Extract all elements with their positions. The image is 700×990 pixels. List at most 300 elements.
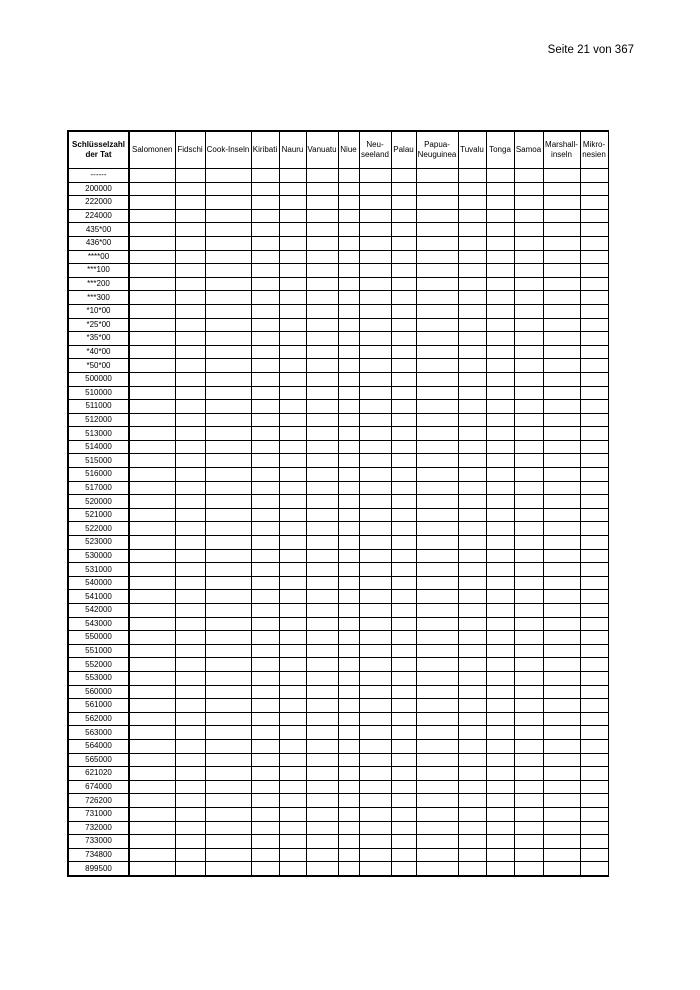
empty-cell bbox=[306, 495, 338, 509]
empty-cell bbox=[359, 359, 391, 373]
empty-cell bbox=[359, 495, 391, 509]
empty-cell bbox=[251, 671, 279, 685]
empty-cell bbox=[359, 590, 391, 604]
empty-cell bbox=[251, 495, 279, 509]
empty-cell bbox=[416, 250, 458, 264]
empty-cell bbox=[486, 794, 514, 808]
empty-cell bbox=[338, 304, 359, 318]
empty-cell bbox=[458, 658, 486, 672]
empty-cell bbox=[391, 468, 416, 482]
empty-cell bbox=[458, 359, 486, 373]
empty-cell bbox=[129, 345, 175, 359]
empty-cell bbox=[338, 169, 359, 183]
empty-cell bbox=[486, 712, 514, 726]
empty-cell bbox=[359, 563, 391, 577]
empty-cell bbox=[338, 522, 359, 536]
empty-cell bbox=[338, 481, 359, 495]
empty-cell bbox=[129, 372, 175, 386]
empty-cell bbox=[391, 726, 416, 740]
empty-cell bbox=[458, 576, 486, 590]
offense-key-cell: 542000 bbox=[68, 604, 129, 618]
offense-key-cell: 563000 bbox=[68, 726, 129, 740]
empty-cell bbox=[205, 196, 251, 210]
empty-cell bbox=[175, 400, 205, 414]
empty-cell bbox=[543, 236, 580, 250]
empty-cell bbox=[514, 617, 543, 631]
empty-cell bbox=[486, 767, 514, 781]
empty-cell bbox=[279, 250, 306, 264]
empty-cell bbox=[359, 658, 391, 672]
empty-cell bbox=[391, 264, 416, 278]
empty-cell bbox=[391, 767, 416, 781]
empty-cell bbox=[580, 236, 608, 250]
empty-cell bbox=[391, 739, 416, 753]
empty-cell bbox=[251, 413, 279, 427]
empty-cell bbox=[514, 440, 543, 454]
empty-cell bbox=[514, 753, 543, 767]
empty-cell bbox=[543, 169, 580, 183]
empty-cell bbox=[514, 739, 543, 753]
empty-cell bbox=[416, 685, 458, 699]
empty-cell bbox=[306, 196, 338, 210]
offense-key-cell: *40*00 bbox=[68, 345, 129, 359]
empty-cell bbox=[458, 604, 486, 618]
empty-cell bbox=[543, 753, 580, 767]
empty-cell bbox=[391, 563, 416, 577]
empty-cell bbox=[338, 440, 359, 454]
empty-cell bbox=[251, 359, 279, 373]
offense-key-cell: 564000 bbox=[68, 739, 129, 753]
offense-key-cell: 565000 bbox=[68, 753, 129, 767]
empty-cell bbox=[279, 862, 306, 876]
empty-cell bbox=[391, 631, 416, 645]
empty-cell bbox=[338, 848, 359, 862]
empty-cell bbox=[514, 807, 543, 821]
empty-cell bbox=[175, 522, 205, 536]
empty-cell bbox=[486, 386, 514, 400]
empty-cell bbox=[338, 739, 359, 753]
empty-cell bbox=[279, 726, 306, 740]
empty-cell bbox=[205, 807, 251, 821]
empty-cell bbox=[205, 345, 251, 359]
offense-key-cell: 512000 bbox=[68, 413, 129, 427]
offense-key-cell: 561000 bbox=[68, 699, 129, 713]
empty-cell bbox=[514, 250, 543, 264]
empty-cell bbox=[391, 821, 416, 835]
empty-cell bbox=[580, 794, 608, 808]
empty-cell bbox=[543, 345, 580, 359]
empty-cell bbox=[251, 631, 279, 645]
empty-cell bbox=[279, 699, 306, 713]
empty-cell bbox=[514, 495, 543, 509]
empty-cell bbox=[251, 549, 279, 563]
empty-cell bbox=[580, 250, 608, 264]
empty-cell bbox=[486, 454, 514, 468]
empty-cell bbox=[391, 169, 416, 183]
column-header: Mikro- nesien bbox=[580, 131, 608, 169]
empty-cell bbox=[338, 821, 359, 835]
empty-cell bbox=[205, 508, 251, 522]
offense-key-cell: 733000 bbox=[68, 835, 129, 849]
empty-cell bbox=[338, 712, 359, 726]
empty-cell bbox=[486, 536, 514, 550]
empty-cell bbox=[306, 604, 338, 618]
empty-cell bbox=[251, 182, 279, 196]
empty-cell bbox=[391, 495, 416, 509]
empty-cell bbox=[543, 658, 580, 672]
empty-cell bbox=[359, 835, 391, 849]
empty-cell bbox=[543, 862, 580, 876]
empty-cell bbox=[359, 277, 391, 291]
empty-cell bbox=[251, 318, 279, 332]
empty-cell bbox=[359, 739, 391, 753]
empty-cell bbox=[486, 209, 514, 223]
empty-cell bbox=[338, 359, 359, 373]
empty-cell bbox=[279, 359, 306, 373]
empty-cell bbox=[543, 454, 580, 468]
empty-cell bbox=[486, 807, 514, 821]
table-row bbox=[68, 372, 608, 386]
empty-cell bbox=[279, 821, 306, 835]
table-row bbox=[68, 169, 608, 183]
empty-cell bbox=[175, 712, 205, 726]
table-row bbox=[68, 712, 608, 726]
empty-cell bbox=[458, 712, 486, 726]
empty-cell bbox=[416, 468, 458, 482]
empty-cell bbox=[514, 209, 543, 223]
empty-cell bbox=[205, 699, 251, 713]
empty-cell bbox=[486, 427, 514, 441]
empty-cell bbox=[359, 780, 391, 794]
empty-cell bbox=[306, 454, 338, 468]
table-row bbox=[68, 576, 608, 590]
empty-cell bbox=[175, 726, 205, 740]
empty-cell bbox=[543, 359, 580, 373]
table-row bbox=[68, 318, 608, 332]
empty-cell bbox=[175, 563, 205, 577]
offense-key-cell: ***300 bbox=[68, 291, 129, 305]
empty-cell bbox=[306, 576, 338, 590]
empty-cell bbox=[514, 536, 543, 550]
empty-cell bbox=[391, 780, 416, 794]
empty-cell bbox=[359, 481, 391, 495]
table-row bbox=[68, 250, 608, 264]
empty-cell bbox=[416, 372, 458, 386]
offense-key-cell: 200000 bbox=[68, 182, 129, 196]
empty-cell bbox=[205, 236, 251, 250]
table-row bbox=[68, 332, 608, 346]
empty-cell bbox=[486, 685, 514, 699]
empty-cell bbox=[338, 318, 359, 332]
empty-cell bbox=[129, 807, 175, 821]
empty-cell bbox=[514, 590, 543, 604]
table-row bbox=[68, 182, 608, 196]
empty-cell bbox=[251, 780, 279, 794]
empty-cell bbox=[486, 862, 514, 876]
empty-cell bbox=[486, 699, 514, 713]
empty-cell bbox=[391, 644, 416, 658]
column-header: Tuvalu bbox=[458, 131, 486, 169]
column-header: Vanuatu bbox=[306, 131, 338, 169]
empty-cell bbox=[486, 359, 514, 373]
empty-cell bbox=[359, 196, 391, 210]
empty-cell bbox=[129, 644, 175, 658]
empty-cell bbox=[580, 604, 608, 618]
empty-cell bbox=[338, 182, 359, 196]
empty-cell bbox=[486, 671, 514, 685]
empty-cell bbox=[514, 794, 543, 808]
empty-cell bbox=[205, 739, 251, 753]
empty-cell bbox=[338, 807, 359, 821]
empty-cell bbox=[580, 359, 608, 373]
empty-cell bbox=[514, 604, 543, 618]
empty-cell bbox=[416, 726, 458, 740]
empty-cell bbox=[416, 780, 458, 794]
empty-cell bbox=[391, 318, 416, 332]
empty-cell bbox=[580, 739, 608, 753]
empty-cell bbox=[338, 590, 359, 604]
table-row bbox=[68, 780, 608, 794]
empty-cell bbox=[514, 671, 543, 685]
empty-cell bbox=[543, 848, 580, 862]
empty-cell bbox=[306, 236, 338, 250]
empty-cell bbox=[129, 739, 175, 753]
empty-cell bbox=[543, 699, 580, 713]
empty-cell bbox=[279, 563, 306, 577]
empty-cell bbox=[205, 454, 251, 468]
empty-cell bbox=[543, 440, 580, 454]
empty-cell bbox=[580, 536, 608, 550]
empty-cell bbox=[543, 318, 580, 332]
empty-cell bbox=[458, 644, 486, 658]
empty-cell bbox=[543, 631, 580, 645]
empty-cell bbox=[279, 685, 306, 699]
empty-cell bbox=[205, 658, 251, 672]
empty-cell bbox=[279, 739, 306, 753]
empty-cell bbox=[129, 236, 175, 250]
empty-cell bbox=[359, 427, 391, 441]
empty-cell bbox=[543, 767, 580, 781]
table-row bbox=[68, 508, 608, 522]
empty-cell bbox=[251, 209, 279, 223]
empty-cell bbox=[251, 753, 279, 767]
offense-key-cell: ****00 bbox=[68, 250, 129, 264]
empty-cell bbox=[580, 468, 608, 482]
empty-cell bbox=[175, 196, 205, 210]
empty-cell bbox=[486, 617, 514, 631]
offense-key-cell: 731000 bbox=[68, 807, 129, 821]
empty-cell bbox=[514, 508, 543, 522]
empty-cell bbox=[486, 549, 514, 563]
empty-cell bbox=[580, 576, 608, 590]
empty-cell bbox=[251, 264, 279, 278]
empty-cell bbox=[416, 671, 458, 685]
empty-cell bbox=[580, 427, 608, 441]
empty-cell bbox=[416, 576, 458, 590]
empty-cell bbox=[338, 862, 359, 876]
empty-cell bbox=[486, 264, 514, 278]
empty-cell bbox=[175, 264, 205, 278]
empty-cell bbox=[306, 862, 338, 876]
empty-cell bbox=[391, 590, 416, 604]
empty-cell bbox=[359, 699, 391, 713]
table-row bbox=[68, 522, 608, 536]
empty-cell bbox=[129, 318, 175, 332]
empty-cell bbox=[205, 767, 251, 781]
empty-cell bbox=[486, 182, 514, 196]
empty-cell bbox=[580, 508, 608, 522]
empty-cell bbox=[458, 563, 486, 577]
empty-cell bbox=[251, 658, 279, 672]
table-row bbox=[68, 604, 608, 618]
empty-cell bbox=[458, 468, 486, 482]
empty-cell bbox=[486, 250, 514, 264]
empty-cell bbox=[338, 427, 359, 441]
empty-cell bbox=[458, 386, 486, 400]
empty-cell bbox=[175, 413, 205, 427]
empty-cell bbox=[391, 359, 416, 373]
column-header: Marshall- inseln bbox=[543, 131, 580, 169]
empty-cell bbox=[129, 291, 175, 305]
empty-cell bbox=[391, 277, 416, 291]
empty-cell bbox=[458, 454, 486, 468]
empty-cell bbox=[306, 345, 338, 359]
empty-cell bbox=[205, 468, 251, 482]
empty-cell bbox=[338, 726, 359, 740]
empty-cell bbox=[279, 807, 306, 821]
empty-cell bbox=[391, 291, 416, 305]
offense-key-cell: 435*00 bbox=[68, 223, 129, 237]
empty-cell bbox=[205, 549, 251, 563]
empty-cell bbox=[306, 712, 338, 726]
empty-cell bbox=[279, 454, 306, 468]
empty-cell bbox=[279, 386, 306, 400]
empty-cell bbox=[416, 794, 458, 808]
empty-cell bbox=[306, 413, 338, 427]
empty-cell bbox=[306, 631, 338, 645]
empty-cell bbox=[175, 671, 205, 685]
empty-cell bbox=[175, 182, 205, 196]
table-row bbox=[68, 862, 608, 876]
empty-cell bbox=[391, 685, 416, 699]
empty-cell bbox=[251, 332, 279, 346]
empty-cell bbox=[416, 400, 458, 414]
empty-cell bbox=[458, 495, 486, 509]
empty-cell bbox=[175, 304, 205, 318]
empty-cell bbox=[251, 345, 279, 359]
empty-cell bbox=[580, 780, 608, 794]
empty-cell bbox=[514, 699, 543, 713]
empty-cell bbox=[175, 549, 205, 563]
empty-cell bbox=[306, 536, 338, 550]
empty-cell bbox=[391, 549, 416, 563]
empty-cell bbox=[391, 250, 416, 264]
empty-cell bbox=[338, 604, 359, 618]
empty-cell bbox=[205, 427, 251, 441]
offense-key-cell: 550000 bbox=[68, 631, 129, 645]
empty-cell bbox=[359, 794, 391, 808]
empty-cell bbox=[514, 413, 543, 427]
table-row bbox=[68, 631, 608, 645]
empty-cell bbox=[580, 413, 608, 427]
empty-cell bbox=[543, 182, 580, 196]
empty-cell bbox=[279, 644, 306, 658]
empty-cell bbox=[251, 400, 279, 414]
empty-cell bbox=[486, 304, 514, 318]
empty-cell bbox=[306, 264, 338, 278]
empty-cell bbox=[279, 481, 306, 495]
offense-key-cell: *25*00 bbox=[68, 318, 129, 332]
empty-cell bbox=[486, 481, 514, 495]
empty-cell bbox=[416, 427, 458, 441]
empty-cell bbox=[306, 699, 338, 713]
empty-cell bbox=[251, 427, 279, 441]
empty-cell bbox=[458, 780, 486, 794]
offense-key-cell: ***100 bbox=[68, 264, 129, 278]
empty-cell bbox=[175, 631, 205, 645]
empty-cell bbox=[359, 345, 391, 359]
offense-key-cell: 531000 bbox=[68, 563, 129, 577]
empty-cell bbox=[458, 223, 486, 237]
table-row bbox=[68, 671, 608, 685]
empty-cell bbox=[359, 454, 391, 468]
empty-cell bbox=[306, 807, 338, 821]
empty-cell bbox=[458, 522, 486, 536]
table-row bbox=[68, 617, 608, 631]
empty-cell bbox=[391, 427, 416, 441]
empty-cell bbox=[580, 767, 608, 781]
table-row bbox=[68, 821, 608, 835]
empty-cell bbox=[205, 169, 251, 183]
empty-cell bbox=[306, 209, 338, 223]
empty-cell bbox=[458, 250, 486, 264]
empty-cell bbox=[175, 576, 205, 590]
empty-cell bbox=[279, 617, 306, 631]
empty-cell bbox=[251, 862, 279, 876]
empty-cell bbox=[580, 318, 608, 332]
offense-key-cell: ***200 bbox=[68, 277, 129, 291]
empty-cell bbox=[279, 631, 306, 645]
empty-cell bbox=[543, 617, 580, 631]
empty-cell bbox=[416, 522, 458, 536]
empty-cell bbox=[175, 617, 205, 631]
empty-cell bbox=[175, 848, 205, 862]
empty-cell bbox=[543, 223, 580, 237]
empty-cell bbox=[580, 726, 608, 740]
empty-cell bbox=[458, 372, 486, 386]
table-row bbox=[68, 807, 608, 821]
empty-cell bbox=[458, 291, 486, 305]
empty-cell bbox=[359, 264, 391, 278]
empty-cell bbox=[458, 400, 486, 414]
empty-cell bbox=[543, 794, 580, 808]
offense-key-cell: 621020 bbox=[68, 767, 129, 781]
empty-cell bbox=[416, 508, 458, 522]
empty-cell bbox=[175, 780, 205, 794]
empty-cell bbox=[486, 835, 514, 849]
empty-cell bbox=[514, 576, 543, 590]
empty-cell bbox=[580, 400, 608, 414]
empty-cell bbox=[416, 196, 458, 210]
empty-cell bbox=[205, 848, 251, 862]
empty-cell bbox=[391, 604, 416, 618]
empty-cell bbox=[306, 658, 338, 672]
empty-cell bbox=[514, 332, 543, 346]
table-row bbox=[68, 413, 608, 427]
empty-cell bbox=[251, 604, 279, 618]
offense-key-cell: 543000 bbox=[68, 617, 129, 631]
empty-cell bbox=[543, 250, 580, 264]
